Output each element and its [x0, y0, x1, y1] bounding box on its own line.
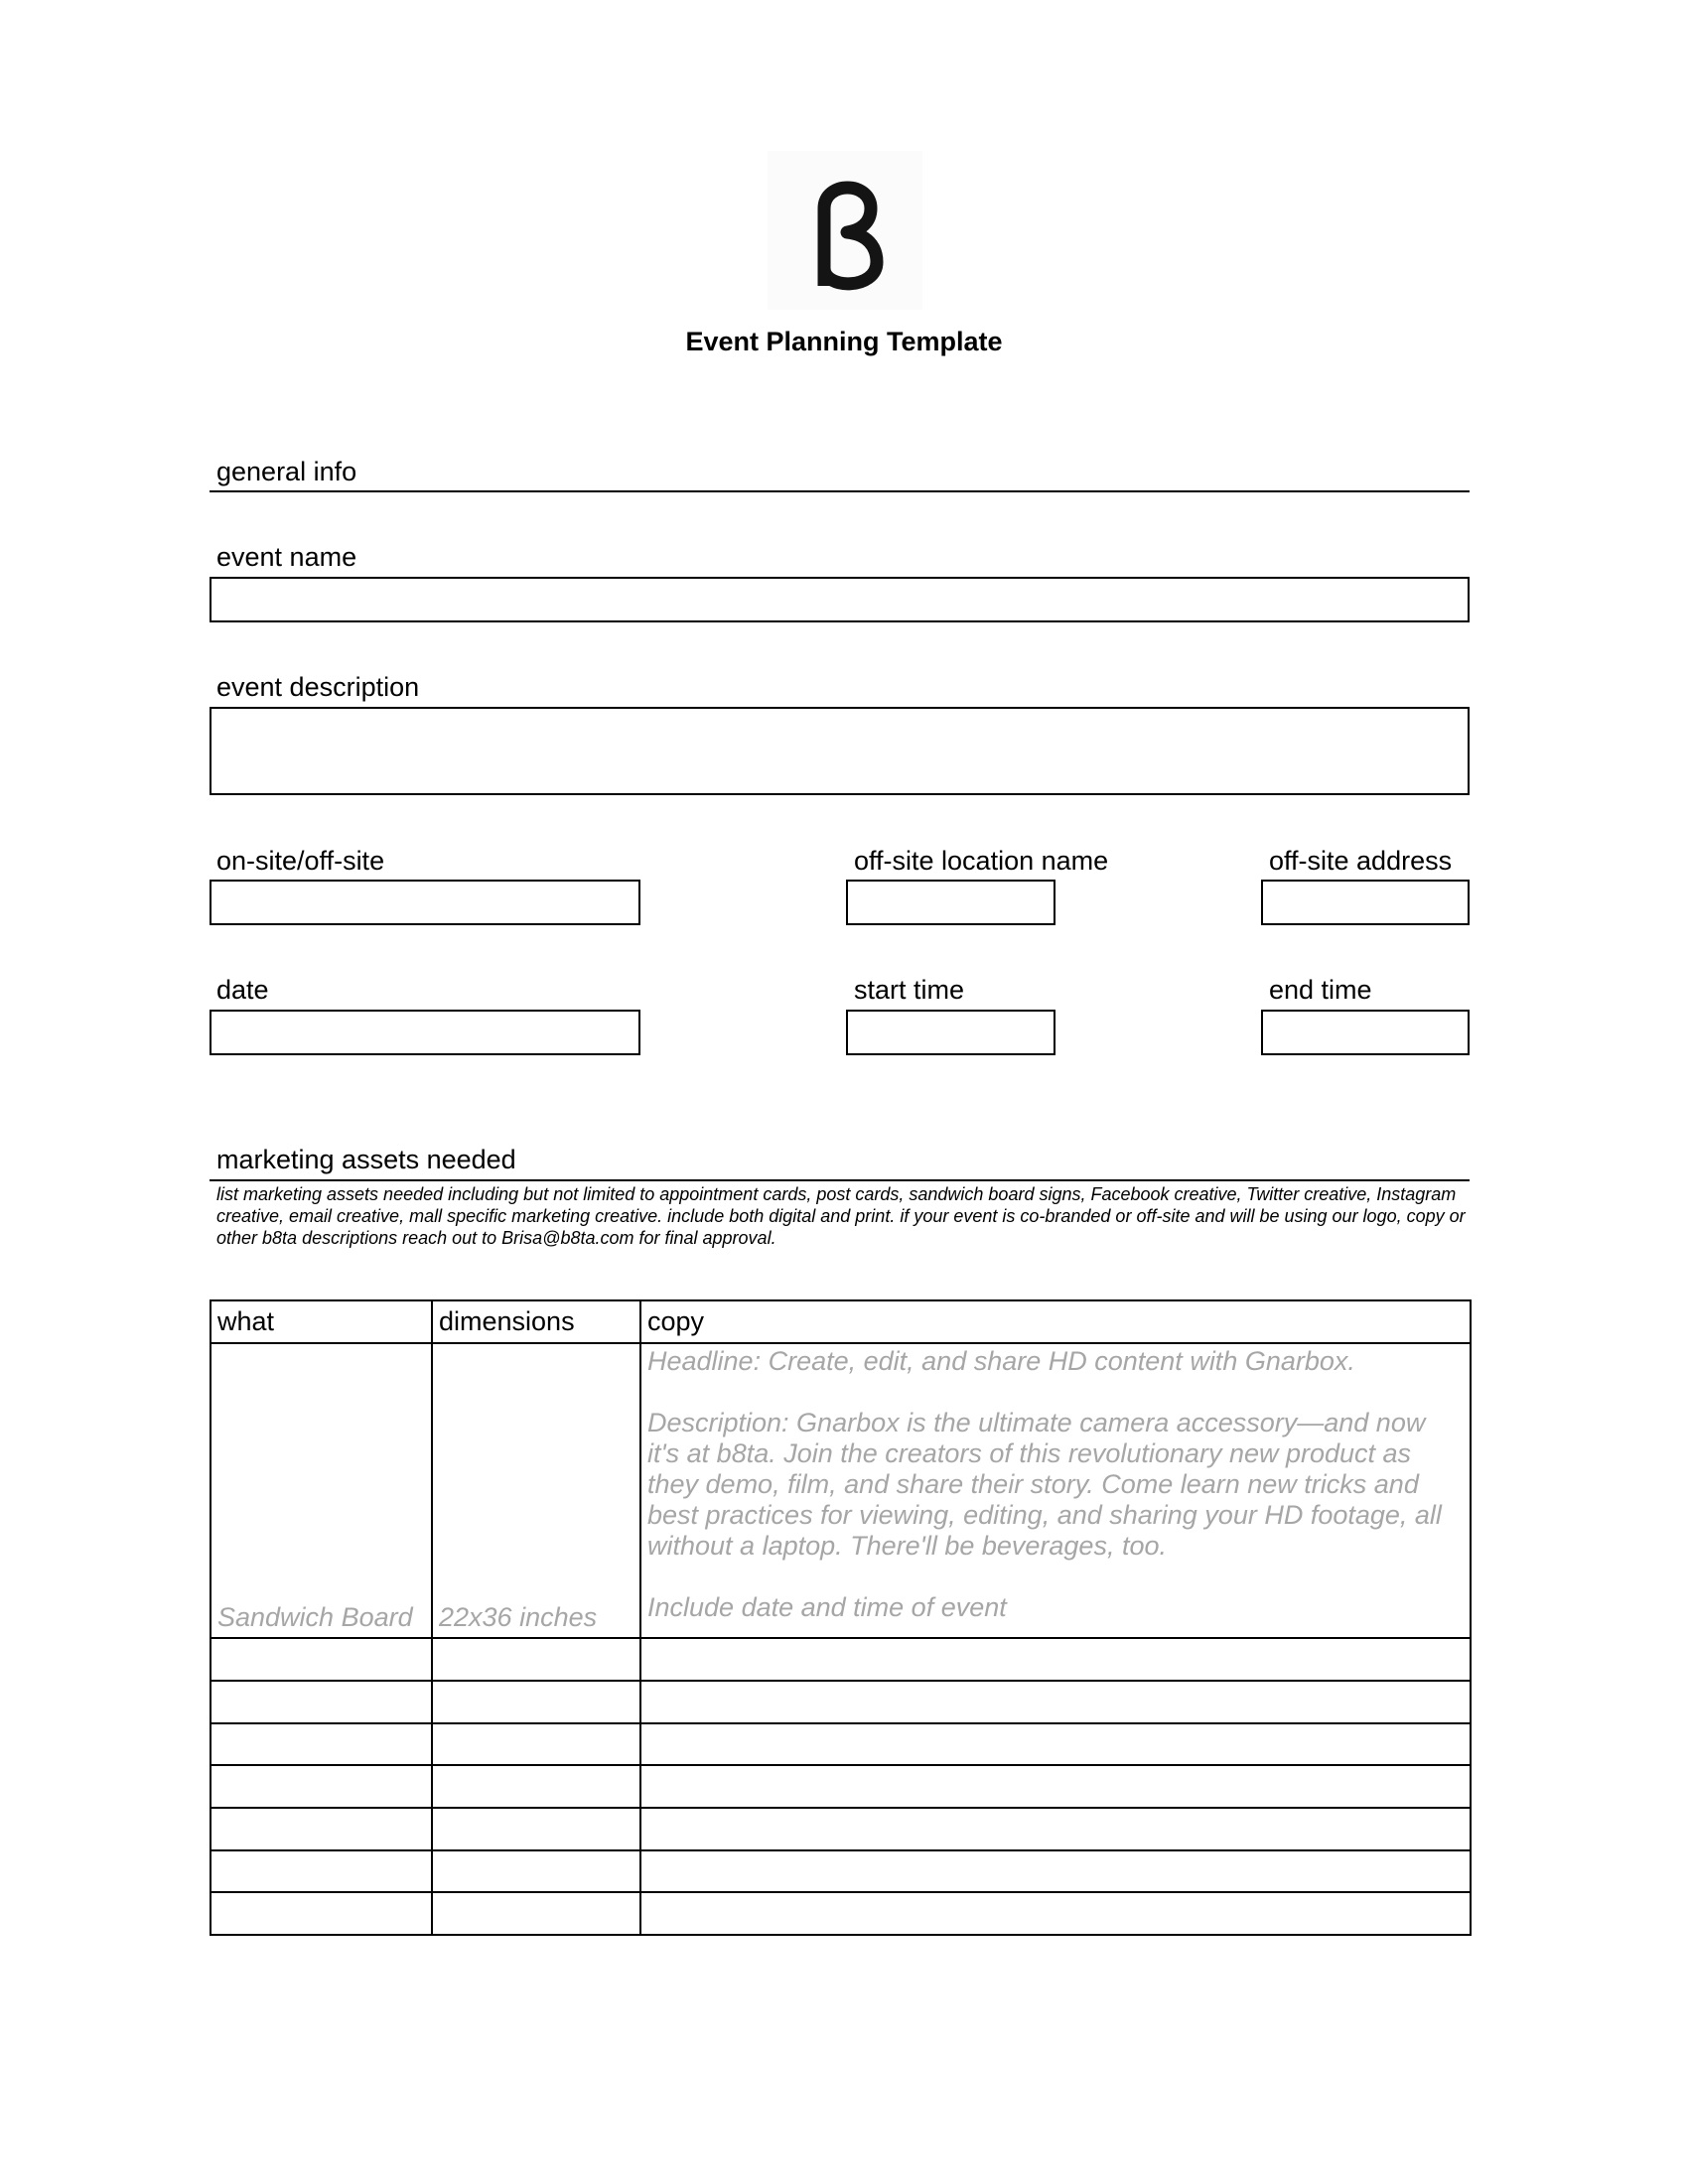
onsite-offsite-label: on-site/off-site: [216, 846, 385, 876]
table-row: [211, 1343, 1471, 1639]
date-label: date: [216, 975, 269, 1005]
copy-cell[interactable]: [640, 1638, 1471, 1681]
marketing-assets-table: [210, 1299, 1472, 1936]
what-cell[interactable]: [211, 1681, 432, 1723]
copy-cell[interactable]: [640, 1765, 1471, 1808]
section-marketing-assets: marketing assets needed: [216, 1145, 516, 1174]
offsite-location-label: off-site location name: [854, 846, 1109, 876]
column-header-dimensions: dimensions: [432, 1300, 640, 1343]
example-what[interactable]: Sandwich Board: [211, 1343, 432, 1639]
marketing-instructions: list marketing assets needed including but not limited to appointment cards, post cards, sandwich board signs, Facebook creative, Twitter creative, Instagram creative, email creative, mall specific marketing creative. include both digital and print. if your event is co-branded or off-site and will be using our logo, copy or other b8ta descriptions reach out to Brisa@b8ta.com for final approval.: [216, 1184, 1466, 1248]
copy-cell[interactable]: [640, 1681, 1471, 1723]
offsite-location-field[interactable]: [846, 880, 1055, 925]
dimensions-cell[interactable]: [432, 1723, 640, 1766]
table-row: [211, 1723, 1471, 1766]
b8ta-logo: [768, 151, 922, 310]
example-dimensions[interactable]: 22x36 inches: [432, 1343, 640, 1639]
example-copy[interactable]: [640, 1343, 1471, 1639]
event-name-field[interactable]: [210, 577, 1470, 622]
what-cell[interactable]: [211, 1808, 432, 1850]
table-row: [211, 1765, 1471, 1808]
copy-cell[interactable]: [640, 1808, 1471, 1850]
start-time-field[interactable]: [846, 1010, 1055, 1055]
onsite-offsite-field[interactable]: [210, 880, 640, 925]
offsite-address-field[interactable]: [1261, 880, 1470, 925]
offsite-address-label: off-site address: [1269, 846, 1453, 876]
event-description-field[interactable]: [210, 707, 1470, 795]
section-general-info: general info: [216, 457, 357, 486]
what-cell[interactable]: [211, 1765, 432, 1808]
example-copy-headline: Headline: Create, edit, and share HD content with Gnarbox.: [647, 1345, 1355, 1376]
dimensions-cell[interactable]: [432, 1892, 640, 1935]
dimensions-cell[interactable]: [432, 1681, 640, 1723]
copy-cell[interactable]: [640, 1892, 1471, 1935]
column-header-copy: copy: [640, 1300, 1471, 1343]
what-cell[interactable]: [211, 1723, 432, 1766]
example-copy-note: Include date and time of event: [647, 1591, 1007, 1622]
example-copy-description: Description: Gnarbox is the ultimate camera accessory—and now it's at b8ta. Join the creators of this revolutionary new product as they demo, film, and share their story. Come learn new tricks and best practices for viewing, editing, and sharing your HD footage, all without a laptop. There'll be beverages, too.: [647, 1407, 1442, 1561]
what-cell[interactable]: [211, 1892, 432, 1935]
dimensions-cell[interactable]: [432, 1808, 640, 1850]
copy-cell[interactable]: [640, 1850, 1471, 1893]
section-divider: [210, 490, 1470, 492]
dimensions-cell[interactable]: [432, 1850, 640, 1893]
dimensions-cell[interactable]: [432, 1765, 640, 1808]
start-time-label: start time: [854, 975, 965, 1005]
column-header-what: what: [211, 1300, 432, 1343]
what-cell[interactable]: [211, 1850, 432, 1893]
what-cell[interactable]: [211, 1638, 432, 1681]
event-name-label: event name: [216, 542, 357, 572]
copy-cell[interactable]: [640, 1723, 1471, 1766]
page-title: Event Planning Template: [685, 327, 1003, 356]
table-row: [211, 1638, 1471, 1681]
table-row: [211, 1850, 1471, 1893]
end-time-field[interactable]: [1261, 1010, 1470, 1055]
table-row: [211, 1681, 1471, 1723]
section-divider: [210, 1179, 1470, 1181]
event-description-label: event description: [216, 672, 420, 702]
table-row: [211, 1808, 1471, 1850]
end-time-label: end time: [1269, 975, 1372, 1005]
dimensions-cell[interactable]: [432, 1638, 640, 1681]
date-field[interactable]: [210, 1010, 640, 1055]
table-row: [211, 1892, 1471, 1935]
